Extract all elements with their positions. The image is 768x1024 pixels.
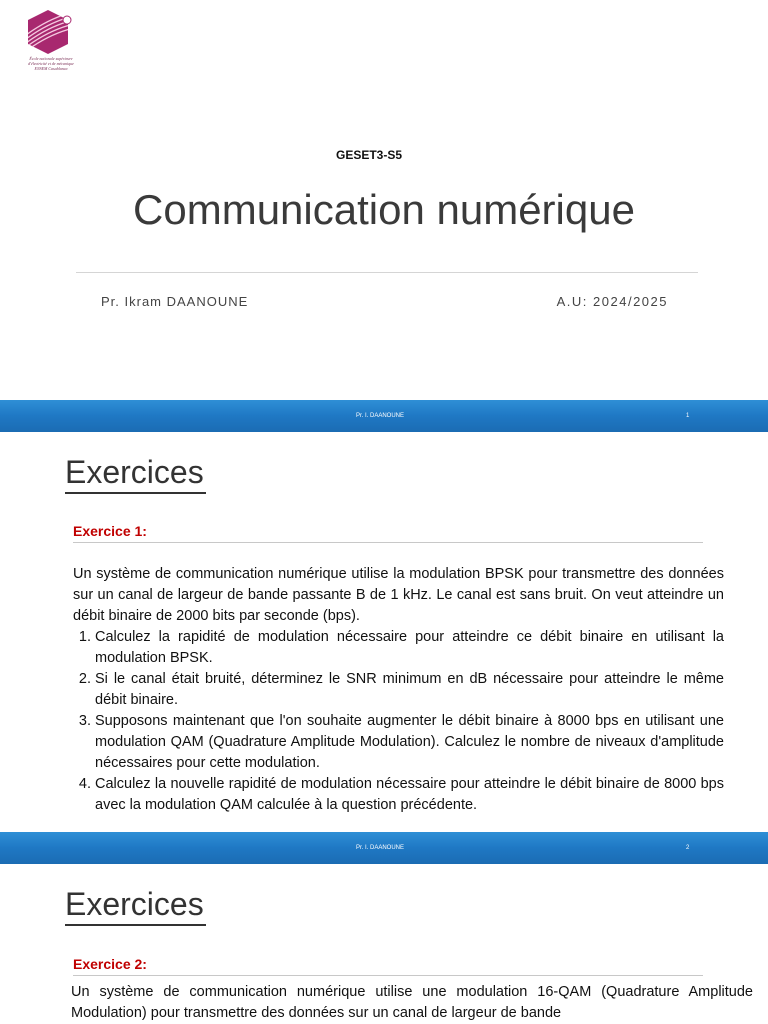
exercise-body: [73, 564, 724, 816]
exercise-intro: Un système de communication numérique utilise une modulation 16-QAM (Quadrature Amplitude Modulation) pour transmettre des données sur un canal de largeur de bande: [71, 984, 753, 1021]
slide-footer: [0, 400, 768, 432]
title-underline: [65, 492, 206, 494]
title-divider: [76, 272, 698, 273]
logo-caption-line: École nationale supérieure: [29, 56, 73, 61]
slide-footer: [0, 832, 768, 864]
question-item: 4. Calculez la nouvelle rapidité de modulation nécessaire pour atteindre le débit binaire de 8000 bps avec la modulation QAM calculée à la question précédente.: [95, 774, 724, 816]
footer-author: Pr. I. DAANOUNE: [355, 413, 404, 419]
author-name: Pr. Ikram DAANOUNE: [101, 294, 249, 309]
slide-title: Exercices: [65, 454, 204, 490]
exercise-body: [71, 982, 753, 1024]
footer-author: Pr. I. DAANOUNE: [355, 845, 404, 851]
footer-page-number: 2: [686, 845, 690, 851]
question-item: 1. Calculez la rapidité de modulation nécessaire pour atteindre ce débit binaire en utilisant la modulation BPSK.: [95, 627, 724, 669]
exercise-divider: [73, 975, 703, 976]
academic-year: A.U: 2024/2025: [556, 294, 668, 309]
question-item: 2. Si le canal était bruité, déterminez le SNR minimum en dB nécessaire pour atteindre le même débit binaire.: [95, 669, 724, 711]
exercise-heading: Exercice 2:: [73, 956, 147, 972]
title-slide: [0, 0, 768, 400]
exercise-heading: Exercice 1:: [73, 523, 147, 539]
title-underline: [65, 924, 206, 926]
exercise-slide: [0, 432, 768, 832]
question-item: 3. Supposons maintenant que l'on souhaite augmenter le débit binaire à 8000 bps en utilisant une modulation QAM (Quadrature Amplitude Modulation). Calculez le nombre de niveaux d'amplitude nécessaires pour cette modulation.: [95, 711, 724, 774]
question-list: [73, 627, 724, 816]
exercise-intro: Un système de communication numérique utilise la modulation BPSK pour transmettre des données sur un canal de largeur de bande passante B de 1 kHz. Le canal est sans bruit. On veut atteindre un débit binaire de 2000 bits par seconde (bps).: [73, 566, 724, 624]
course-code: GESET3-S5: [335, 148, 403, 162]
logo-caption: [14, 56, 88, 71]
presentation-title: Communication numérique: [133, 186, 635, 233]
school-logo-icon: [18, 8, 84, 84]
footer-page-number: 1: [686, 413, 690, 419]
exercise-divider: [73, 542, 703, 543]
exercise-slide: [0, 864, 768, 1024]
logo-caption-line: ENSEM Casablanca: [34, 66, 68, 71]
slide-title: Exercices: [65, 886, 204, 922]
logo-caption-line: d'électricité et de mécanique: [28, 61, 74, 66]
